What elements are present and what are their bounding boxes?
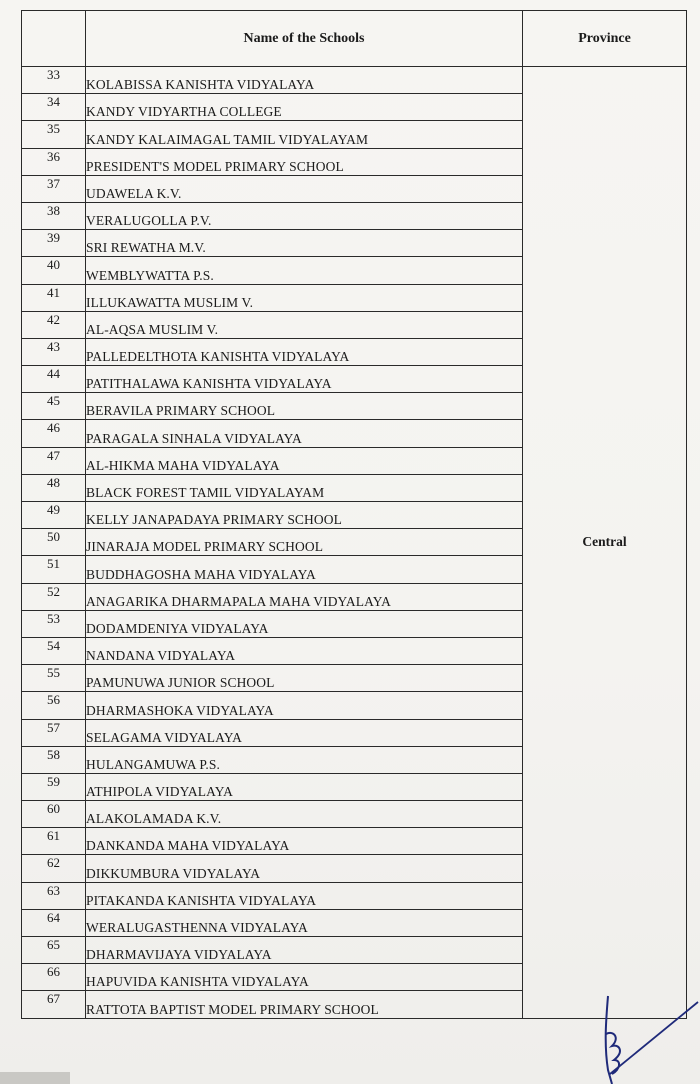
school-name: AL-HIKMA MAHA VIDYALAYA [86,447,523,474]
row-number: 45 [22,393,86,420]
row-number: 58 [22,746,86,773]
row-number: 48 [22,474,86,501]
school-name: HAPUVIDA KANISHTA VIDYALAYA [86,964,523,991]
school-name: WEMBLYWATTA P.S. [86,257,523,284]
row-number: 57 [22,719,86,746]
school-name: ALAKOLAMADA K.V. [86,801,523,828]
school-name: KANDY KALAIMAGAL TAMIL VIDYALAYAM [86,121,523,148]
school-name: BUDDHAGOSHA MAHA VIDYALAYA [86,556,523,583]
row-number: 63 [22,882,86,909]
school-name: PAMUNUWA JUNIOR SCHOOL [86,665,523,692]
school-name: PITAKANDA KANISHTA VIDYALAYA [86,882,523,909]
table-body [22,67,687,1019]
row-number: 55 [22,665,86,692]
row-number: 35 [22,121,86,148]
school-name: PARAGALA SINHALA VIDYALAYA [86,420,523,447]
row-number: 40 [22,257,86,284]
row-number: 41 [22,284,86,311]
row-number: 59 [22,773,86,800]
school-name: JINARAJA MODEL PRIMARY SCHOOL [86,529,523,556]
handwritten-signature-icon [590,990,700,1084]
school-name: ANAGARIKA DHARMAPALA MAHA VIDYALAYA [86,583,523,610]
school-name: KELLY JANAPADAYA PRIMARY SCHOOL [86,502,523,529]
row-number: 56 [22,692,86,719]
row-number: 39 [22,230,86,257]
header-province: Province [523,11,687,67]
row-number: 50 [22,529,86,556]
school-name: DHARMAVIJAYA VIDYALAYA [86,937,523,964]
school-name: NANDANA VIDYALAYA [86,637,523,664]
row-number: 46 [22,420,86,447]
province-cell: Central [523,67,687,1019]
row-number: 60 [22,801,86,828]
school-name: BERAVILA PRIMARY SCHOOL [86,393,523,420]
school-name: ATHIPOLA VIDYALAYA [86,773,523,800]
row-number: 36 [22,148,86,175]
school-name: KANDY VIDYARTHA COLLEGE [86,94,523,121]
table-header-row [22,11,687,67]
row-number: 47 [22,447,86,474]
row-number: 42 [22,311,86,338]
row-number: 38 [22,202,86,229]
school-name: RATTOTA BAPTIST MODEL PRIMARY SCHOOL [86,991,523,1018]
row-number: 43 [22,338,86,365]
row-number: 44 [22,366,86,393]
school-name: HULANGAMUWA P.S. [86,746,523,773]
schools-table [21,10,687,1019]
school-name: SELAGAMA VIDYALAYA [86,719,523,746]
row-number: 52 [22,583,86,610]
school-name: ILLUKAWATTA MUSLIM V. [86,284,523,311]
row-number: 61 [22,828,86,855]
row-number: 53 [22,610,86,637]
header-number [22,11,86,67]
school-name: KOLABISSA KANISHTA VIDYALAYA [86,67,523,94]
school-name: PRESIDENT'S MODEL PRIMARY SCHOOL [86,148,523,175]
school-name: UDAWELA K.V. [86,175,523,202]
table-row [22,67,687,94]
row-number: 67 [22,991,86,1018]
school-name: WERALUGASTHENNA VIDYALAYA [86,909,523,936]
school-name: PALLEDELTHOTA KANISHTA VIDYALAYA [86,338,523,365]
row-number: 62 [22,855,86,882]
row-number: 49 [22,502,86,529]
school-name: VERALUGOLLA P.V. [86,202,523,229]
row-number: 34 [22,94,86,121]
school-name: DIKKUMBURA VIDYALAYA [86,855,523,882]
school-name: BLACK FOREST TAMIL VIDYALAYAM [86,474,523,501]
row-number: 66 [22,964,86,991]
row-number: 64 [22,909,86,936]
school-name: DHARMASHOKA VIDYALAYA [86,692,523,719]
school-name: PATITHALAWA KANISHTA VIDYALAYA [86,366,523,393]
row-number: 51 [22,556,86,583]
page-edge-shadow [0,1072,70,1084]
school-name: AL-AQSA MUSLIM V. [86,311,523,338]
row-number: 33 [22,67,86,94]
row-number: 54 [22,637,86,664]
row-number: 37 [22,175,86,202]
school-name: DODAMDENIYA VIDYALAYA [86,610,523,637]
row-number: 65 [22,937,86,964]
school-name: DANKANDA MAHA VIDYALAYA [86,828,523,855]
header-name: Name of the Schools [86,11,523,67]
school-name: SRI REWATHA M.V. [86,230,523,257]
